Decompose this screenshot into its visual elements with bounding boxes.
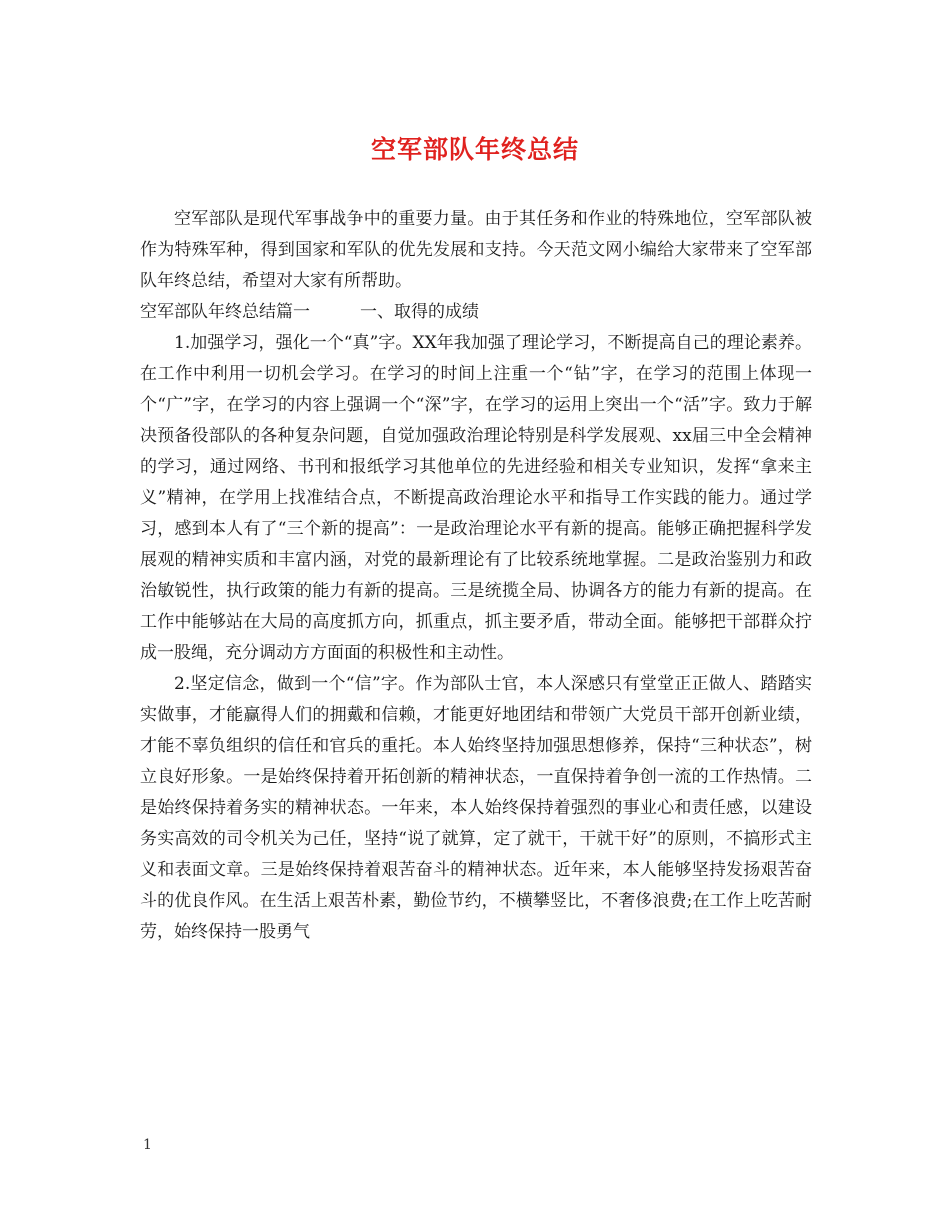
document-body (140, 204, 812, 948)
paragraph-1: 1.加强学习，强化一个“真”字。XX年我加强了理论学习，不断提高自己的理论素养。在工作中利用一切机会学习。在学习的时间上注重一个“钻”字，在学习的范围上体现一个“广”字，在学习的内容上强调一个“深”字，在学习的运用上突出一个“活”字。致力于解决预备役部队的各种复杂问题，自觉加强政治理论特别是科学发展观、xx届三中全会精神的学习，通过网络、书刊和报纸学习其他单位的先进经验和相关专业知识，发挥“拿来主义”精神，在学用上找准结合点，不断提高政治理论水平和指导工作实践的能力。通过学习，感到本人有了“三个新的提高”：一是政治理论水平有新的提高。能够正确把握科学发展观的精神实质和丰富内涵，对党的最新理论有了比较系统地掌握。二是政治鉴别力和政治敏锐性，执行政策的能力有新的提高。三是统揽全局、协调各方的能力有新的提高。在工作中能够站在大局的高度抓方向，抓重点，抓主要矛盾，带动全面。能够把干部群众拧成一股绳，充分调动方方面面的积极性和主动性。 (140, 333, 812, 663)
intro-paragraph: 空军部队是现代军事战争中的重要力量。由于其任务和作业的特殊地位，空军部队被作为特殊军种，得到国家和军队的优先发展和支持。今天范文网小编给大家带来了空军部队年终总结，希望对大家有所帮助。 (140, 209, 812, 291)
section-gap (310, 297, 360, 328)
section-heading: 一、取得的成绩 (360, 302, 479, 322)
paragraph-2: 2.坚定信念，做到一个“信”字。作为部队士官，本人深感只有堂堂正正做人、踏踏实实做事，才能赢得人们的拥戴和信赖，才能更好地团结和带领广大党员干部开创新业绩，才能不辜负组织的信任和官兵的重托。本人始终坚持加强思想修养，保持“三种状态”，树立良好形象。一是始终保持着开拓创新的精神状态，一直保持着争创一流的工作热情。二是始终保持着务实的精神状态。一年来，本人始终保持着强烈的事业心和责任感，以建设务实高效的司令机关为己任，坚持“说了就算，定了就干，干就干好”的原则，不搞形式主义和表面文章。三是始终保持着艰苦奋斗的精神状态。近年来，本人能够坚持发扬艰苦奋斗的优良作风。在生活上艰苦朴素，勤俭节约，不横攀竖比，不奢侈浪费;在工作上吃苦耐劳，始终保持一股勇气 (140, 674, 812, 942)
document-title: 空军部队年终总结 (370, 135, 579, 164)
section-line (140, 297, 812, 328)
page-number: 1 (143, 1137, 152, 1153)
section-title: 空军部队年终总结篇一 (140, 302, 310, 322)
